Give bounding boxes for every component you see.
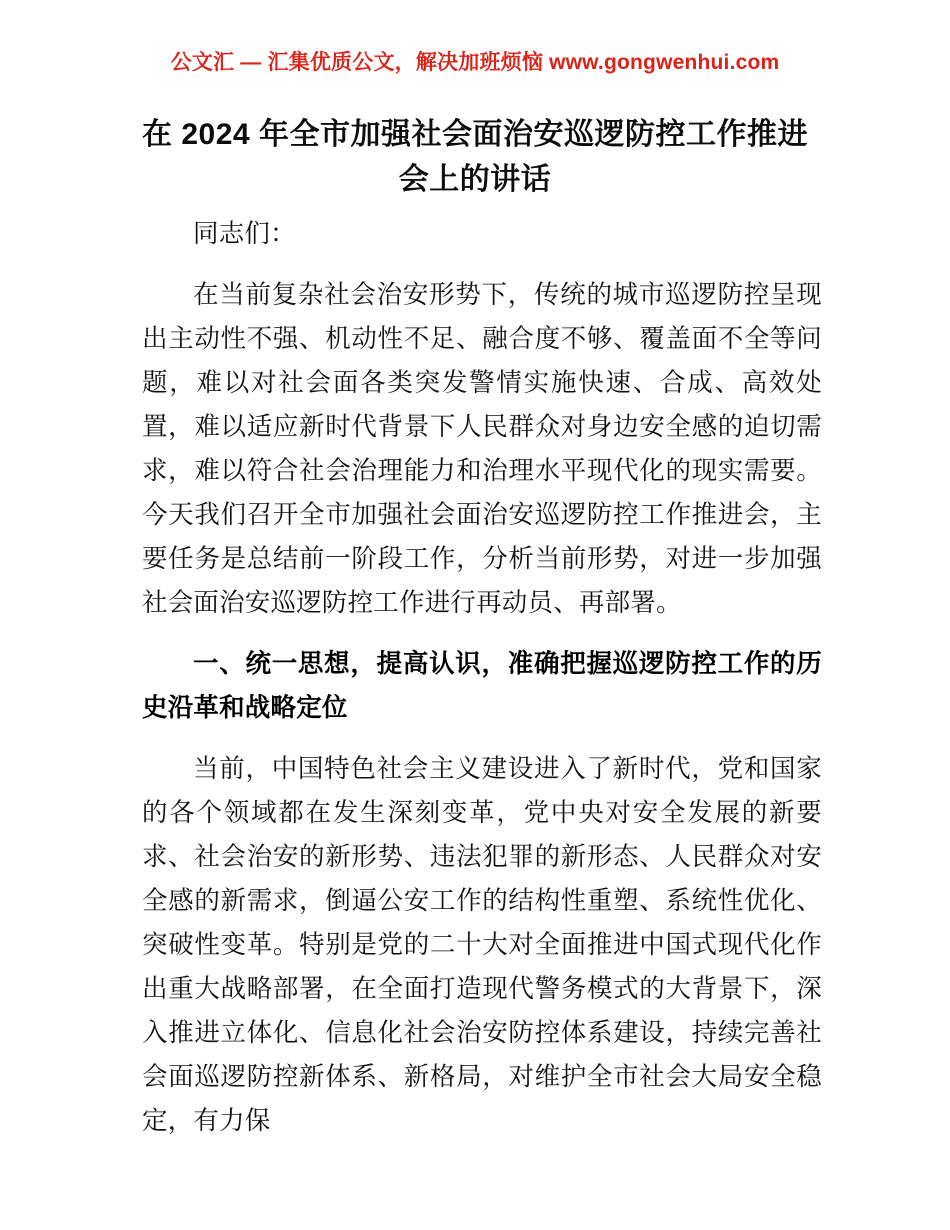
watermark-header [0,48,950,78]
watermark-brand-text: 公文汇 — 汇集优质公文，解决加班烦恼 [170,51,544,74]
paragraph-opening: 在当前复杂社会治安形势下，传统的城市巡逻防控呈现出主动性不强、机动性不足、融合度不够、覆盖面不全等问题，难以对社会面各类突发警情实施快速、合成、高效处置，难以适应新时代背景下人民群众对身边安全感的迫切需求，难以符合社会治理能力和治理水平现代化的现实需要。今天我们召开全市加强社会面治安巡逻防控工作推进会，主要任务是总结前一阶段工作，分析当前形势，对进一步加强社会面治安巡逻防控工作进行再动员、再部署。 [142,281,822,617]
document-body [142,212,822,1143]
document-title: 在 2024 年全市加强社会面治安巡逻防控工作推进会上的讲话 [142,118,808,196]
section-heading-one: 一、统一思想，提高认识，准确把握巡逻防控工作的历史沿革和战略定位 [142,650,822,722]
paragraph-section-one-body: 当前，中国特色社会主义建设进入了新时代，党和国家的各个领域都在发生深刻变革，党中央对安全发展的新要求、社会治安的新形势、违法犯罪的新形态、人民群众对安全感的新需求，倒逼公安工作的结构性重塑、系统性优化、突破性变革。特别是党的二十大对全面推进中国式现代化作出重大战略部署，在全面打造现代警务模式的大背景下，深入推进立体化、信息化社会治安防控体系建设，持续完善社会面巡逻防控新体系、新格局，对维护全市社会大局安全稳定，有力保 [142,755,822,1135]
watermark-url-text: www.gongwenhui.com [549,51,780,74]
paragraph-salutation: 同志们： [193,220,296,248]
